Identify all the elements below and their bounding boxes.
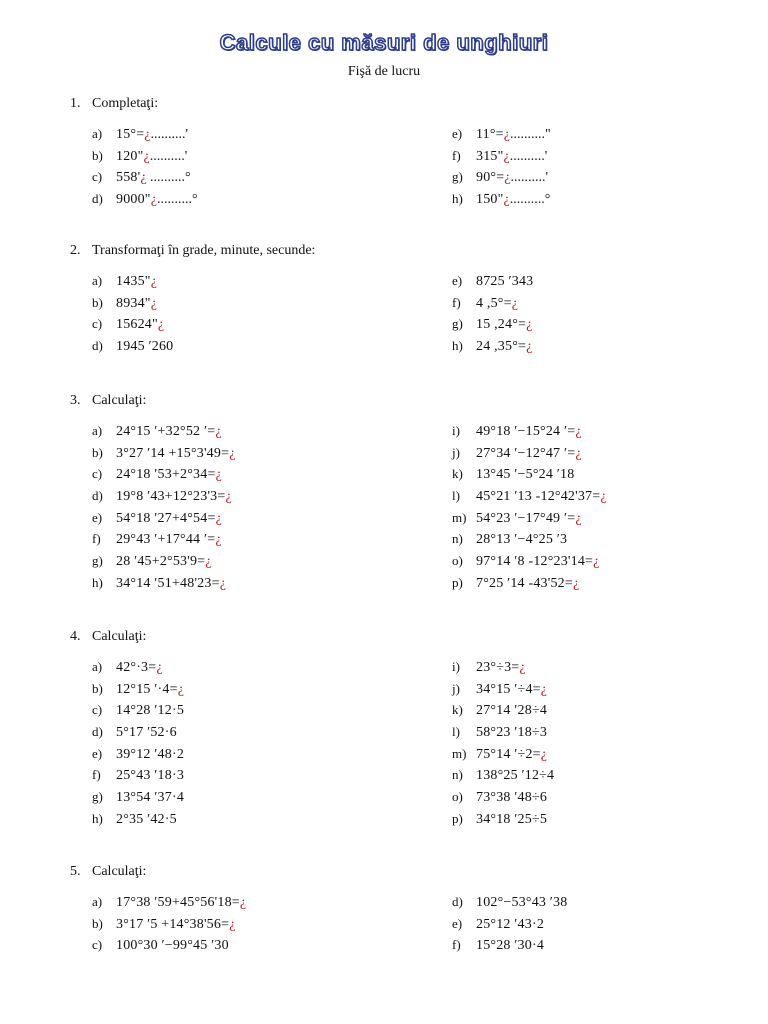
- exercise-column-left: [92, 420, 235, 594]
- exercise-item: [452, 743, 554, 765]
- exercise-item: [92, 572, 235, 594]
- exercise-item: [452, 528, 607, 550]
- exercise-item: [452, 913, 567, 935]
- item-expression: 15°=: [116, 127, 145, 142]
- exercise-item: [92, 463, 235, 485]
- answer-blank: ..........": [510, 127, 551, 142]
- item-expression: 25°12 ′43·2: [476, 916, 545, 932]
- item-label: g): [452, 169, 463, 185]
- item-expression: 97°14 ′8 -12°23'14=: [476, 554, 594, 570]
- exercise-item: [92, 292, 173, 314]
- item-expression: 90°=: [476, 170, 505, 186]
- exercise-column-right: [452, 891, 567, 956]
- item-expression: 39°12 ′48·2: [116, 746, 185, 762]
- item-label: d): [92, 724, 103, 740]
- section-number: 3.: [70, 393, 81, 408]
- item-expression: 25°43 ′18·3: [116, 768, 185, 784]
- exercise-item: [452, 420, 607, 442]
- exercise-item: [452, 507, 607, 529]
- item-expression: 120": [116, 148, 144, 164]
- item-expression: 27°14 ′28÷4: [476, 703, 548, 719]
- answer-placeholder: ¿: [239, 895, 247, 910]
- item-expression: 24°15 ′+32°52 ′=: [116, 424, 216, 439]
- exercise-item: [92, 743, 184, 765]
- item-label: c): [92, 466, 103, 482]
- item-label: j): [452, 444, 460, 460]
- item-label: e): [452, 273, 463, 288]
- item-label: h): [452, 191, 463, 207]
- section-number: 2.: [70, 243, 81, 258]
- answer-placeholder: ¿: [219, 575, 226, 591]
- exercise-item: [92, 808, 184, 830]
- item-label: b): [92, 444, 103, 460]
- answer-blank: ..........°: [156, 192, 198, 208]
- exercise-item: [92, 764, 184, 786]
- item-expression: 19°8 ′43+12°23'3=: [116, 489, 226, 505]
- item-label: l): [452, 488, 460, 504]
- exercise-item: [452, 808, 554, 830]
- exercise-item: [452, 188, 551, 210]
- exercise-item: [92, 270, 173, 292]
- section-instruction: Calculaţi:: [92, 864, 147, 879]
- exercise-item: [452, 442, 607, 464]
- exercise-item: [92, 442, 235, 464]
- exercise-item: [92, 188, 198, 210]
- answer-placeholder: ¿: [229, 445, 236, 461]
- item-expression: 8725 ′343: [476, 274, 534, 289]
- item-expression: 17°38 ′59+45°56'18=: [116, 895, 240, 910]
- answer-blank: ..........': [510, 170, 549, 186]
- item-expression: 5°17 ′52·6: [116, 725, 177, 741]
- section-heading: [70, 390, 710, 412]
- exercise-item: [452, 145, 551, 167]
- item-expression: 15624": [116, 317, 158, 333]
- item-label: a): [92, 126, 103, 141]
- exercise-item: [92, 507, 235, 529]
- exercise-section: [70, 390, 710, 591]
- answer-placeholder: ¿: [503, 148, 510, 164]
- answer-placeholder: ¿: [156, 660, 163, 675]
- exercise-item: [452, 572, 607, 594]
- item-expression: 7°25 ′14 -43'52=: [476, 575, 573, 591]
- item-label: g): [452, 316, 463, 332]
- item-label: m): [452, 509, 467, 525]
- answer-placeholder: ¿: [215, 532, 222, 548]
- section-heading: [70, 861, 710, 883]
- item-expression: 73°38 ′48÷6: [476, 790, 548, 806]
- item-label: b): [92, 915, 103, 931]
- exercise-item: [452, 891, 567, 913]
- answer-blank: ..........°: [509, 192, 551, 208]
- answer-placeholder: ¿: [503, 192, 510, 208]
- exercise-item: [452, 313, 533, 335]
- answer-placeholder: ¿: [519, 660, 526, 675]
- exercise-item: [452, 270, 533, 292]
- exercise-item: [92, 485, 235, 507]
- exercise-section: [70, 240, 710, 355]
- answer-placeholder: ¿: [150, 192, 157, 208]
- item-label: h): [92, 810, 103, 826]
- exercise-column-left: [92, 270, 173, 357]
- item-expression: 23°÷3=: [476, 660, 520, 675]
- item-expression: 42°·3=: [116, 660, 157, 675]
- exercise-item: [92, 913, 246, 935]
- item-label: c): [92, 316, 103, 332]
- exercise-item: [92, 145, 198, 167]
- item-expression: 34°15 ′÷4=: [476, 681, 541, 697]
- item-expression: 24°18 ′53+2°34=: [116, 467, 216, 483]
- item-expression: 558': [116, 170, 141, 186]
- item-label: c): [92, 937, 103, 953]
- exercise-item: [92, 528, 235, 550]
- exercise-item: [92, 335, 173, 357]
- answer-placeholder: ¿: [575, 424, 582, 439]
- exercise-item: [92, 313, 173, 335]
- item-label: c): [92, 702, 103, 718]
- item-label: h): [92, 574, 103, 590]
- exercise-item: [452, 463, 607, 485]
- item-expression: 29°43 ′+17°44 ′=: [116, 532, 216, 548]
- item-label: e): [452, 126, 463, 141]
- exercise-column-right: [452, 270, 533, 357]
- item-expression: 54°18 ′27+4°54=: [116, 510, 216, 526]
- item-expression: 13°54 ′37·4: [116, 790, 185, 806]
- item-expression: 13°45 ′−5°24 ′18: [476, 467, 575, 483]
- section-heading: [70, 626, 710, 648]
- exercise-item: [452, 721, 554, 743]
- answer-placeholder: ¿: [526, 339, 533, 355]
- answer-placeholder: ¿: [150, 295, 157, 311]
- worksheet-title: Calcule cu măsuri de unghiuri: [219, 30, 549, 55]
- answer-placeholder: ¿: [575, 445, 582, 461]
- exercise-item: [452, 166, 551, 188]
- item-expression: 138°25 ′12÷4: [476, 768, 555, 784]
- answer-blank: ..........': [150, 127, 189, 142]
- item-expression: 100°30 ′−99°45 ′30: [116, 938, 229, 954]
- answer-placeholder: ¿: [600, 489, 607, 505]
- worksheet-subtitle: Fişă de lucru: [347, 64, 421, 79]
- item-expression: 54°23 ′−17°49 ′=: [476, 510, 576, 526]
- section-heading: [70, 240, 710, 262]
- answer-placeholder: ¿: [540, 681, 547, 697]
- item-expression: 27°34 ′−12°47 ′=: [476, 445, 576, 461]
- section-heading: [70, 93, 710, 115]
- item-expression: 14°28 ′12·5: [116, 703, 185, 719]
- item-label: k): [452, 702, 463, 718]
- answer-placeholder: ¿: [215, 510, 222, 526]
- item-label: f): [452, 937, 461, 953]
- item-label: m): [452, 745, 467, 761]
- answer-placeholder: ¿: [143, 148, 150, 164]
- exercise-section: [70, 93, 710, 208]
- item-label: d): [92, 338, 103, 354]
- answer-blank: ..........': [149, 148, 188, 164]
- exercise-item: [452, 123, 551, 145]
- exercise-column-right: [452, 123, 551, 210]
- item-label: g): [92, 553, 103, 569]
- item-expression: 9000": [116, 192, 151, 208]
- item-expression: 150": [476, 192, 504, 208]
- answer-placeholder: ¿: [157, 317, 165, 333]
- item-expression: 49°18 ′−15°24 ′=: [476, 424, 576, 439]
- item-expression: 28°13 ′−4°25 ′3: [476, 532, 568, 548]
- item-label: a): [92, 659, 103, 674]
- answer-placeholder: ¿: [572, 575, 580, 591]
- answer-placeholder: ¿: [503, 127, 510, 142]
- item-expression: 3°17 ′5 +14°38'56=: [116, 916, 230, 932]
- item-label: l): [452, 724, 460, 740]
- item-label: f): [452, 147, 461, 163]
- exercise-column-left: [92, 656, 184, 830]
- item-expression: 11°=: [476, 127, 504, 142]
- item-expression: 3°27 ′14 +15°3'49=: [116, 445, 230, 461]
- answer-placeholder: ¿: [504, 170, 511, 186]
- item-label: b): [92, 294, 103, 310]
- item-expression: 28 ′45+2°53'9=: [116, 554, 206, 570]
- item-expression: 34°14 ′51+48'23=: [116, 575, 220, 591]
- item-label: i): [452, 659, 460, 674]
- section-number: 5.: [70, 864, 81, 879]
- item-expression: 34°18 ′25÷5: [476, 811, 548, 827]
- exercise-item: [92, 656, 184, 678]
- item-label: a): [92, 423, 103, 438]
- section-number: 1.: [70, 96, 81, 111]
- item-label: d): [92, 488, 103, 504]
- item-label: h): [452, 338, 463, 354]
- exercise-item: [452, 485, 607, 507]
- answer-placeholder: ¿: [593, 554, 600, 570]
- answer-placeholder: ¿: [511, 295, 518, 311]
- exercise-column-left: [92, 123, 198, 210]
- item-label: d): [92, 191, 103, 207]
- item-expression: 15°28 ′30·4: [476, 938, 545, 954]
- answer-placeholder: ¿: [215, 467, 222, 483]
- section-number: 4.: [70, 629, 81, 644]
- exercise-item: [92, 123, 198, 145]
- exercise-section: [70, 861, 710, 954]
- answer-placeholder: ¿: [526, 317, 533, 333]
- item-label: g): [92, 789, 103, 805]
- exercise-item: [452, 335, 533, 357]
- section-instruction: Completaţi:: [92, 96, 159, 111]
- exercise-item: [92, 891, 246, 913]
- exercise-item: [92, 678, 184, 700]
- answer-placeholder: ¿: [540, 746, 547, 762]
- exercise-item: [452, 656, 554, 678]
- item-expression: 102°−53°43 ′38: [476, 895, 568, 910]
- answer-placeholder: ¿: [144, 127, 151, 142]
- exercise-item: [452, 678, 554, 700]
- exercise-column-left: [92, 891, 246, 956]
- answer-placeholder: ¿: [215, 424, 222, 439]
- exercise-item: [452, 292, 533, 314]
- item-expression: 58°23 ′18÷3: [476, 725, 548, 741]
- item-label: f): [452, 294, 461, 310]
- item-expression: 12°15 ′·4=: [116, 681, 178, 697]
- item-label: a): [92, 894, 103, 909]
- item-expression: 2°35 ′42·5: [116, 811, 177, 827]
- exercise-item: [92, 721, 184, 743]
- item-label: o): [452, 553, 463, 569]
- item-label: p): [452, 810, 463, 826]
- section-instruction: Calculaţi:: [92, 629, 147, 644]
- item-expression: 15 ,24°=: [476, 317, 527, 333]
- item-label: n): [452, 531, 463, 547]
- answer-placeholder: ¿: [205, 554, 212, 570]
- exercise-item: [452, 699, 554, 721]
- exercise-item: [92, 786, 184, 808]
- exercise-section: [70, 626, 710, 827]
- answer-placeholder: ¿: [575, 510, 582, 526]
- exercise-item: [92, 699, 184, 721]
- exercise-item: [452, 550, 607, 572]
- answer-blank: ..........': [509, 148, 548, 164]
- answer-placeholder: ¿: [225, 489, 232, 505]
- item-expression: 75°14 ′÷2=: [476, 746, 541, 762]
- answer-blank: ..........°: [146, 170, 191, 186]
- answer-placeholder: ¿: [140, 170, 147, 186]
- exercise-item: [452, 786, 554, 808]
- answer-placeholder: ¿: [177, 681, 184, 697]
- item-expression: 8934": [116, 295, 151, 311]
- item-expression: 315": [476, 148, 504, 164]
- answer-placeholder: ¿: [229, 916, 236, 932]
- exercise-item: [452, 764, 554, 786]
- exercise-item: [92, 420, 235, 442]
- item-label: k): [452, 466, 463, 482]
- exercise-column-right: [452, 656, 554, 830]
- item-expression: 1435": [116, 274, 151, 289]
- answer-placeholder: ¿: [150, 274, 157, 289]
- item-expression: 24 ,35°=: [476, 339, 527, 355]
- item-label: p): [452, 574, 463, 590]
- item-label: e): [92, 509, 103, 525]
- item-label: i): [452, 423, 460, 438]
- item-expression: 1945 ′260: [116, 339, 174, 355]
- item-label: o): [452, 789, 463, 805]
- item-label: b): [92, 147, 103, 163]
- exercise-item: [92, 166, 198, 188]
- item-expression: 4 ,5°=: [476, 295, 512, 311]
- item-label: j): [452, 680, 460, 696]
- exercise-item: [452, 934, 567, 956]
- item-label: e): [452, 915, 463, 931]
- item-label: f): [92, 531, 101, 547]
- exercise-item: [92, 550, 235, 572]
- section-instruction: Calculaţi:: [92, 393, 147, 408]
- item-label: n): [452, 767, 463, 783]
- item-expression: 45°21 ′13 -12°42'37=: [476, 489, 601, 505]
- section-instruction: Transformaţi în grade, minute, secunde:: [92, 243, 316, 258]
- item-label: d): [452, 894, 463, 909]
- item-label: c): [92, 169, 103, 185]
- item-label: b): [92, 680, 103, 696]
- item-label: f): [92, 767, 101, 783]
- item-label: a): [92, 273, 103, 288]
- item-label: e): [92, 745, 103, 761]
- exercise-item: [92, 934, 246, 956]
- exercise-column-right: [452, 420, 607, 594]
